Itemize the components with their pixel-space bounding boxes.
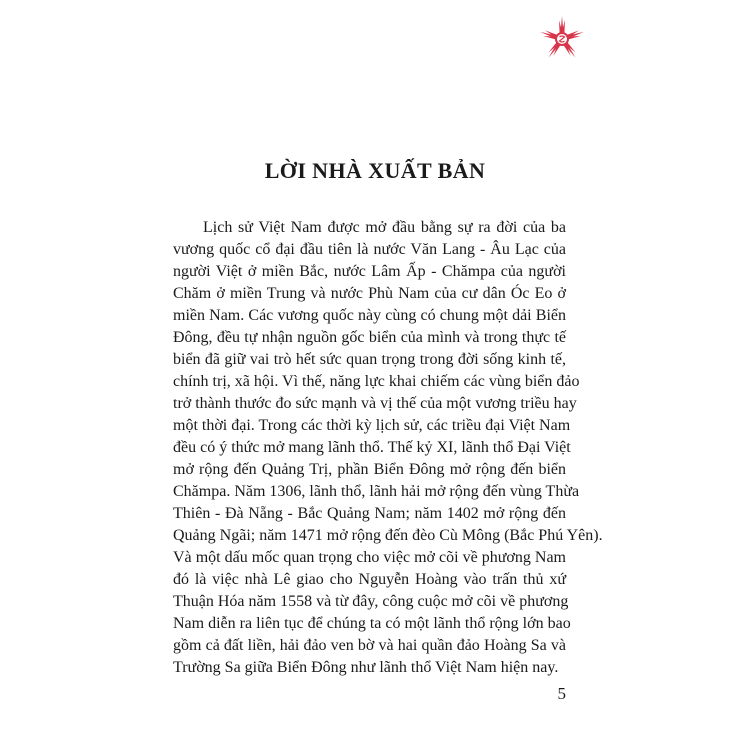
body-line: Trường Sa giữa Biển Đông như lãnh thổ Việt Nam hiện nay.: [173, 659, 559, 676]
body-line: Chămpa. Năm 1306, lãnh thổ, lãnh hải mở rộng đến vùng Thừa: [173, 483, 580, 500]
body-line: trở thành thước đo sức mạnh và vị thế của một vương triều hay: [173, 395, 577, 412]
body-line: đều có ý thức mở mang lãnh thổ. Thế kỷ XI, lãnh thổ Đại Việt: [173, 439, 571, 456]
body-line: người Việt ở miền Bắc, nước Lâm Ấp - Chămpa của người: [173, 263, 566, 280]
body-line: Chăm ở miền Trung và nước Phù Nam của cư dân Óc Eo ở: [173, 285, 566, 302]
body-line: vương quốc cổ đại đầu tiên là nước Văn Lang - Âu Lạc của: [173, 241, 566, 258]
body-line: chính trị, xã hội. Vì thế, năng lực khai chiếm các vùng biển đảo: [173, 373, 580, 390]
body-line: miền Nam. Các vương quốc này cùng có chung một dải Biển: [173, 307, 566, 324]
body-line: Đông, đều tự nhận nguồn gốc biển của mình và trong thực tế: [173, 329, 566, 346]
page-number: 5: [557, 684, 566, 703]
body-line: Quảng Ngãi; năm 1471 mở rộng đến đèo Cù Mông (Bắc Phú Yên).: [173, 527, 603, 544]
body-line: đó là việc nhà Lê giao cho Nguyễn Hoàng vào trấn thủ xứ: [173, 571, 566, 588]
body-line: mở rộng đến Quảng Trị, phần Biển Đông mở rộng đến biển: [173, 461, 566, 478]
body-line: Lịch sử Việt Nam được mở đầu bằng sự ra đời của ba: [203, 219, 566, 236]
publisher-star-emblem-icon: [537, 14, 587, 64]
body-line: gồm cả đất liền, hải đảo ven bờ và hai quần đảo Hoàng Sa và: [173, 637, 566, 654]
page-title: LỜI NHÀ XUẤT BẢN: [264, 158, 486, 183]
body-line: Nam diễn ra liên tục để chúng ta có một lãnh thổ rộng lớn bao: [173, 615, 571, 632]
body-line: Thiên - Đà Nẵng - Bắc Quảng Nam; năm 1402 mở rộng đến: [173, 505, 566, 522]
body-line: Thuận Hóa năm 1558 và từ đây, công cuộc mở cõi về phương: [173, 593, 569, 610]
publisher-star-emblem-graphic: [537, 14, 587, 64]
body-line: một thời đại. Trong các thời kỳ lịch sử, các triều đại Việt Nam: [173, 417, 571, 434]
foreword-body: [173, 217, 603, 679]
body-line: Và một dấu mốc quan trọng cho việc mở cõi về phương Nam: [173, 549, 566, 566]
body-line: biển đã giữ vai trò hết sức quan trọng trong đời sống kinh tế,: [173, 351, 566, 368]
